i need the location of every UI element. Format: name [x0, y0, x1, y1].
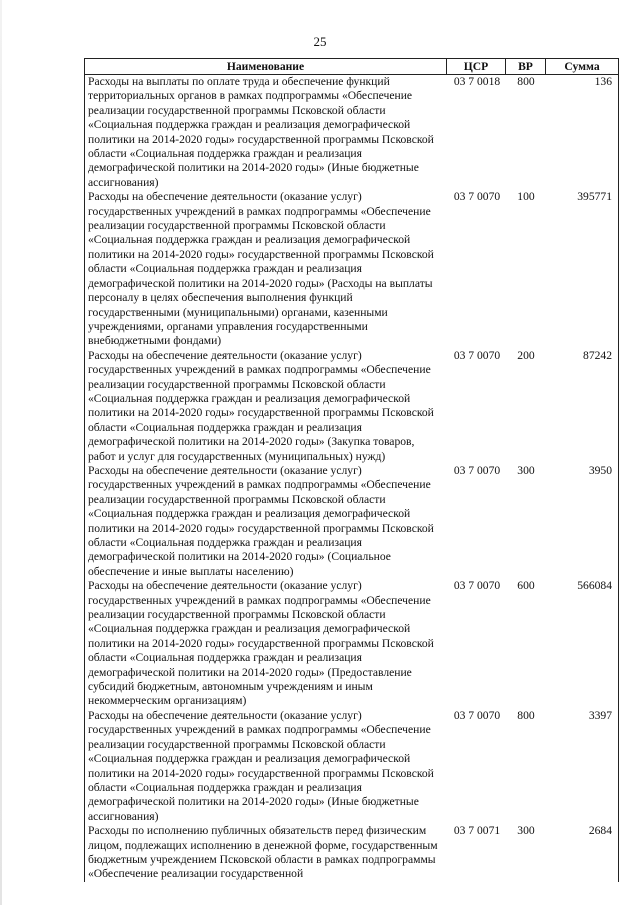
- header-name: Наименование: [85, 59, 447, 75]
- row-csr: 03 7 0070: [453, 190, 501, 204]
- table-header-row: [85, 59, 619, 75]
- row-name: Расходы на обеспечение деятельности (оказание услуг) государственных учреждений в рамках подпрограммы «Обеспечение реализации государственной программы Псковской области «Социальная поддержка граждан и реализация демографической политики на 2014-2020 годы» государственной программы Псковской области «Социальная поддержка граждан и реализация демографической политики на 2014-2020 годы» (Закупка товаров, работ и услуг для государственных (муниципальных) нужд): [85, 349, 447, 464]
- table-row: [85, 824, 619, 882]
- row-sum: 87242: [546, 349, 619, 464]
- row-vr: 800: [517, 75, 535, 88]
- row-name: Расходы на обеспечение деятельности (оказание услуг) государственных учреждений в рамках подпрограммы «Обеспечение реализации государственной программы Псковской области «Социальная поддержка граждан и реализация демографической политики на 2014-2020 годы» государственной программы Псковской области «Социальная поддержка граждан и реализация демографической политики на 2014-2020 годы» (Расходы на выплаты персоналу в целях обеспечения выполнения функций государственными (муниципальными) органами, казенными учреждениями, органами управления государственными внебюджетными фондами): [85, 190, 447, 348]
- table-row: [85, 709, 619, 824]
- row-sum: 566084: [546, 579, 619, 709]
- header-vr: ВР: [506, 59, 546, 75]
- row-sum: 2684: [546, 824, 619, 882]
- row-name: Расходы на обеспечение деятельности (оказание услуг) государственных учреждений в рамках подпрограммы «Обеспечение реализации государственной программы Псковской области «Социальная поддержка граждан и реализация демографической политики на 2014-2020 годы» государственной программы Псковской области «Социальная поддержка граждан и реализация демографической политики на 2014-2020 годы» (Предоставление субсидий бюджетным, автономным учреждениям и иным некоммерческим организациям): [85, 579, 447, 709]
- row-csr: 03 7 0070: [453, 708, 501, 722]
- table-row: [85, 75, 619, 191]
- table-row: [85, 579, 619, 709]
- row-sum: 136: [546, 75, 619, 191]
- row-vr: 100: [517, 190, 535, 204]
- page-number: 25: [313, 34, 327, 49]
- row-vr: 300: [517, 824, 535, 838]
- row-sum: 395771: [546, 190, 619, 348]
- row-csr: 03 7 0018: [453, 75, 501, 88]
- row-vr: 800: [517, 708, 535, 722]
- row-sum: 3397: [546, 709, 619, 824]
- row-csr: 03 7 0070: [453, 463, 501, 477]
- row-vr: 600: [517, 579, 535, 593]
- row-csr: 03 7 0071: [453, 824, 501, 838]
- row-name: Расходы на обеспечение деятельности (оказание услуг) государственных учреждений в рамках подпрограммы «Обеспечение реализации государственной программы Псковской области «Социальная поддержка граждан и реализация демографической политики на 2014-2020 годы» государственной программы Псковской области «Социальная поддержка граждан и реализация демографической политики на 2014-2020 годы» (Социальное обеспечение и иные выплаты населению): [85, 464, 447, 579]
- row-sum: 3950: [546, 464, 619, 579]
- row-name: Расходы на обеспечение деятельности (оказание услуг) государственных учреждений в рамках подпрограммы «Обеспечение реализации государственной программы Псковской области «Социальная поддержка граждан и реализация демографической политики на 2014-2020 годы» государственной программы Псковской области «Социальная поддержка граждан и реализация демографической политики на 2014-2020 годы» (Иные бюджетные ассигнования): [85, 709, 447, 824]
- row-csr: 03 7 0070: [453, 579, 501, 593]
- header-csr: ЦСР: [447, 59, 506, 75]
- table-row: [85, 464, 619, 579]
- scan-edge: [0, 0, 2, 905]
- row-vr: 200: [517, 348, 535, 362]
- row-vr: 300: [517, 463, 535, 477]
- row-name: Расходы на выплаты по оплате труда и обеспечение функций территориальных органов в рамках подпрограммы «Обеспечение реализации государственной программы Псковской области «Социальная поддержка граждан и реализация демографической политики на 2014-2020 годы» государственной программы Псковской области «Социальная поддержка граждан и реализация демографической политики на 2014-2020 годы» (Иные бюджетные ассигнования): [85, 75, 447, 191]
- row-csr: 03 7 0070: [453, 348, 501, 362]
- row-name: Расходы по исполнению публичных обязательств перед физическим лицом, подлежащих исполнению в денежной форме, государственным бюджетным учреждением Псковской области в рамках подпрограммы «Обеспечение реализации государственной: [85, 824, 447, 882]
- table-row: [85, 349, 619, 464]
- table-row: [85, 190, 619, 348]
- header-sum: Сумма: [546, 59, 619, 75]
- budget-table: [84, 58, 619, 882]
